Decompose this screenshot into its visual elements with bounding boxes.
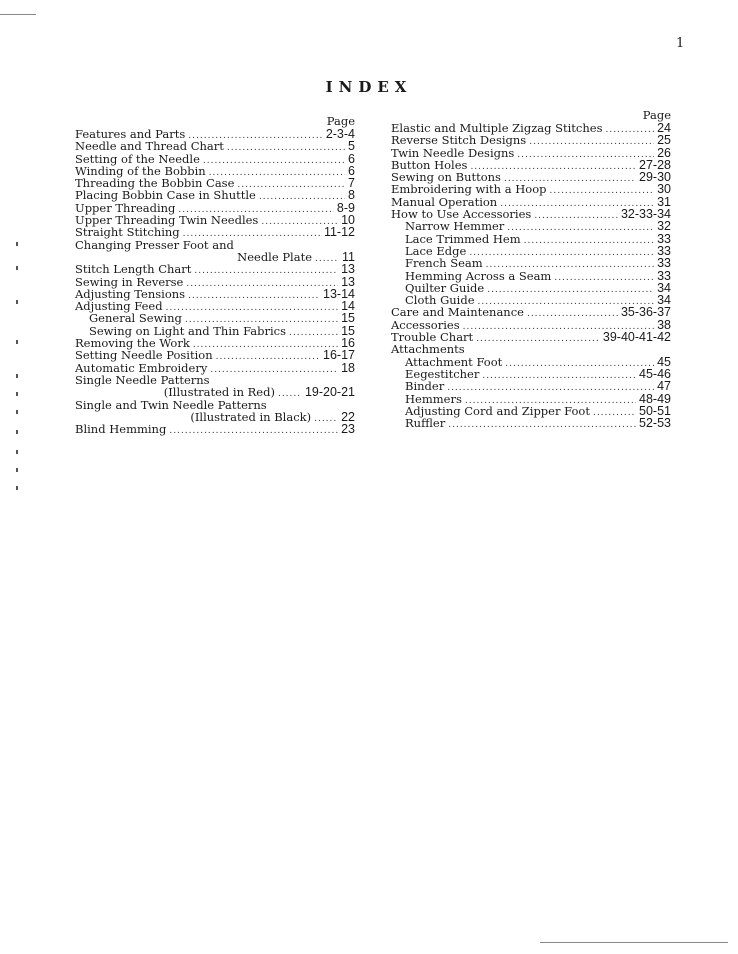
index-entry-page: 10 bbox=[341, 213, 355, 228]
index-entry-label: Twin Needle Designs bbox=[391, 145, 515, 160]
index-entry-page: 48-49 bbox=[639, 391, 671, 406]
index-entry-label: Adjusting Feed bbox=[75, 299, 163, 314]
index-entry bbox=[391, 417, 671, 429]
index-entry-page: 30 bbox=[657, 182, 671, 197]
index-entry-page: 6 bbox=[348, 163, 355, 178]
index-entry bbox=[391, 306, 671, 318]
index-entry-label: Lace Trimmed Hem bbox=[405, 231, 521, 246]
index-entry-label: Setting of the Needle bbox=[75, 151, 200, 166]
scan-edge-mark bbox=[16, 430, 18, 434]
index-entry bbox=[75, 312, 355, 324]
index-entry-label: Lace Edge bbox=[405, 243, 467, 258]
index-entry-page: 32-33-34 bbox=[620, 207, 671, 222]
index-entry-label: Reverse Stitch Designs bbox=[391, 133, 527, 148]
index-entry-page: 45-46 bbox=[639, 366, 671, 381]
index-entry-page: 26 bbox=[657, 145, 671, 160]
index-entry-label: How to Use Accessories bbox=[391, 207, 532, 222]
index-entry-label: Sewing in Reverse bbox=[75, 274, 184, 289]
index-entry-page: 18 bbox=[341, 360, 355, 375]
index-entry-label: Adjusting Tensions bbox=[75, 286, 186, 301]
index-entry-page: 34 bbox=[657, 280, 671, 295]
index-entry-label: Placing Bobbin Case in Shuttle bbox=[75, 188, 256, 203]
dot-leader bbox=[448, 419, 636, 431]
index-entry-page: 2-3-4 bbox=[325, 127, 355, 141]
index-entry-label: Needle Plate bbox=[237, 249, 313, 264]
index-entry-label: French Seam bbox=[405, 256, 483, 271]
dot-leader bbox=[216, 351, 320, 363]
dot-leader bbox=[527, 308, 618, 320]
index-entry-page: 11 bbox=[342, 249, 355, 264]
index-entry-page: 14 bbox=[341, 299, 355, 314]
index-entry bbox=[75, 276, 355, 288]
index-entry-page: 52-53 bbox=[639, 416, 671, 431]
index-entry-page: 19-20-21 bbox=[304, 385, 355, 400]
index-entry-label: Button Holes bbox=[391, 157, 468, 172]
index-entry-page: 31 bbox=[657, 194, 671, 209]
index-entry-label: Single and Twin Needle Patterns bbox=[75, 397, 267, 412]
index-entry-page: 11-12 bbox=[323, 225, 355, 240]
index-entry-label: Hemmers bbox=[405, 391, 462, 406]
index-entry-label: Hemming Across a Seam bbox=[405, 268, 552, 283]
scan-edge-mark bbox=[16, 266, 18, 270]
index-entry-page: 33 bbox=[657, 268, 671, 283]
dot-leader bbox=[549, 185, 654, 197]
scan-edge-mark bbox=[16, 340, 18, 344]
index-entry-label: Stitch Length Chart bbox=[75, 262, 192, 277]
dot-leader bbox=[166, 302, 339, 314]
index-column-left bbox=[75, 115, 355, 435]
index-entry-label: (Illustrated in Red) bbox=[163, 385, 275, 400]
index-entry-label: Winding of the Bobbin bbox=[75, 163, 206, 178]
index-entry bbox=[391, 257, 671, 269]
scan-edge-mark bbox=[16, 468, 18, 472]
index-entry-page: 27-28 bbox=[639, 157, 671, 172]
index-entry-page: 45 bbox=[657, 354, 671, 369]
index-entry-page: 15 bbox=[341, 323, 355, 338]
index-entry-label: Binder bbox=[405, 379, 445, 394]
index-entry-page: 8-9 bbox=[336, 200, 355, 215]
index-entry bbox=[391, 220, 671, 232]
index-entry-label: Removing the Work bbox=[75, 336, 190, 351]
index-entry-label: Sewing on Light and Thin Fabrics bbox=[89, 323, 287, 338]
index-entry-label: Elastic and Multiple Zigzag Stitches bbox=[391, 121, 603, 135]
index-entry-label: Narrow Hemmer bbox=[405, 219, 505, 234]
index-entry-label: Sewing on Buttons bbox=[391, 170, 501, 185]
index-entry-label: Straight Stitching bbox=[75, 225, 180, 240]
index-entry-label: Attachments bbox=[391, 342, 465, 357]
index-entry-label: Accessories bbox=[391, 317, 460, 332]
scan-edge-mark bbox=[16, 450, 18, 454]
index-entry-page: 23 bbox=[341, 422, 355, 437]
dot-leader bbox=[487, 284, 654, 296]
index-entry-page: 16-17 bbox=[323, 348, 355, 363]
index-entry-label: General Sewing bbox=[89, 311, 182, 326]
index-entry bbox=[75, 386, 355, 398]
index-entry bbox=[391, 134, 671, 146]
dot-leader bbox=[210, 364, 338, 376]
index-entry-page: 50-51 bbox=[639, 403, 671, 418]
dot-leader bbox=[194, 265, 338, 277]
index-entry-page: 47 bbox=[657, 379, 671, 394]
index-entry bbox=[75, 226, 355, 238]
index-entry-label: Blind Hemming bbox=[75, 422, 167, 437]
index-entry-page: 13 bbox=[341, 262, 355, 277]
dot-leader bbox=[524, 235, 654, 247]
index-entry-page: 38 bbox=[657, 317, 671, 332]
index-entry-label: Ruffler bbox=[405, 416, 446, 431]
dot-leader bbox=[554, 272, 654, 284]
dot-leader bbox=[482, 370, 636, 382]
scan-edge-mark bbox=[16, 486, 18, 490]
index-entry-label: Setting Needle Position bbox=[75, 348, 213, 363]
dot-leader bbox=[314, 413, 338, 425]
index-entry-page: 29-30 bbox=[639, 170, 671, 185]
dot-leader bbox=[203, 155, 345, 167]
dot-leader bbox=[469, 247, 654, 259]
index-entry-label: Manual Operation bbox=[391, 194, 498, 209]
index-entry-label: Embroidering with a Hoop bbox=[391, 182, 547, 197]
dot-leader bbox=[186, 278, 338, 290]
index-entry-page: 8 bbox=[348, 188, 355, 203]
index-column-right bbox=[391, 109, 671, 429]
dot-leader bbox=[278, 388, 302, 400]
index-entry-page: 15 bbox=[341, 311, 355, 326]
scan-edge-mark bbox=[16, 300, 18, 304]
index-entry-label: Single Needle Patterns bbox=[75, 372, 210, 387]
index-list-right bbox=[391, 122, 671, 429]
page-column-heading: Page bbox=[642, 108, 671, 122]
dot-leader bbox=[289, 327, 338, 339]
page-column-heading: Page bbox=[326, 114, 355, 128]
scan-edge-mark bbox=[16, 410, 18, 414]
index-entry-page: 35-36-37 bbox=[620, 305, 671, 320]
scan-edge-mark bbox=[16, 392, 18, 396]
index-entry bbox=[391, 393, 671, 405]
dot-leader bbox=[534, 210, 618, 222]
dot-leader bbox=[505, 358, 654, 370]
index-entry-label: Threading the Bobbin Case bbox=[75, 176, 235, 191]
index-entry-page: 33 bbox=[657, 243, 671, 258]
dot-leader bbox=[517, 149, 654, 161]
index-entry bbox=[75, 189, 355, 201]
index-entry bbox=[75, 399, 355, 411]
index-entry bbox=[391, 183, 671, 195]
index-entry-label: Automatic Embroidery bbox=[75, 360, 208, 375]
index-entry-label: Cloth Guide bbox=[405, 293, 475, 308]
index-entry-label: Care and Maintenance bbox=[391, 305, 524, 320]
dot-leader bbox=[169, 425, 338, 437]
index-entry-page: 22 bbox=[341, 409, 355, 424]
index-entry-page: 34 bbox=[657, 293, 671, 308]
scan-edge-mark bbox=[16, 374, 18, 378]
dot-leader bbox=[315, 253, 339, 265]
dot-leader bbox=[259, 191, 345, 203]
index-entry-page: 39-40-41-42 bbox=[602, 330, 671, 345]
index-entry-page: 6 bbox=[348, 151, 355, 166]
index-entry bbox=[75, 263, 355, 275]
dot-leader bbox=[188, 290, 320, 302]
index-entry bbox=[75, 423, 355, 435]
top-left-rule bbox=[0, 14, 36, 15]
page-number: 1 bbox=[676, 36, 685, 51]
index-entry-label: Upper Threading Twin Needles bbox=[75, 213, 259, 228]
index-entry bbox=[75, 349, 355, 361]
dot-leader bbox=[476, 333, 600, 345]
index-entry-page: 24 bbox=[657, 121, 671, 135]
index-entry-page: 33 bbox=[657, 231, 671, 246]
dot-leader bbox=[529, 136, 654, 148]
index-entry-page: 25 bbox=[657, 133, 671, 148]
index-entry-label: Needle and Thread Chart bbox=[75, 139, 224, 154]
index-entry-page: 33 bbox=[657, 256, 671, 271]
index-entry-label: Upper Threading bbox=[75, 200, 176, 215]
dot-leader bbox=[593, 407, 636, 419]
index-entry-page: 7 bbox=[348, 176, 355, 191]
dot-leader bbox=[227, 142, 345, 154]
index-entry-label: Eegestitcher bbox=[405, 366, 480, 381]
index-entry-label: Features and Parts bbox=[75, 127, 186, 141]
dot-leader bbox=[447, 382, 654, 394]
page-title: INDEX bbox=[325, 78, 413, 96]
dot-leader bbox=[507, 222, 654, 234]
dot-leader bbox=[605, 124, 654, 136]
dot-leader bbox=[193, 339, 338, 351]
index-entry-page: 16 bbox=[341, 336, 355, 351]
index-list-left bbox=[75, 128, 355, 435]
index-entry-label: Quilter Guide bbox=[405, 280, 485, 295]
index-entry-label: Trouble Chart bbox=[391, 330, 474, 345]
index-entry-label: (Illustrated in Black) bbox=[190, 409, 312, 424]
index-entry-label: Adjusting Cord and Zipper Foot bbox=[405, 403, 590, 418]
index-entry-page: 5 bbox=[348, 139, 355, 154]
index-entry-label: Attachment Foot bbox=[405, 354, 503, 369]
index-entry bbox=[75, 140, 355, 152]
index-entry-page: 32 bbox=[657, 219, 671, 234]
bottom-right-rule bbox=[540, 942, 728, 943]
index-entry-page: 13 bbox=[341, 274, 355, 289]
index-entry bbox=[391, 380, 671, 392]
index-entry-page: 13-14 bbox=[323, 286, 355, 301]
scan-edge-mark bbox=[16, 242, 18, 246]
index-entry-label: Changing Presser Foot and bbox=[75, 237, 234, 252]
index-entry bbox=[391, 270, 671, 282]
